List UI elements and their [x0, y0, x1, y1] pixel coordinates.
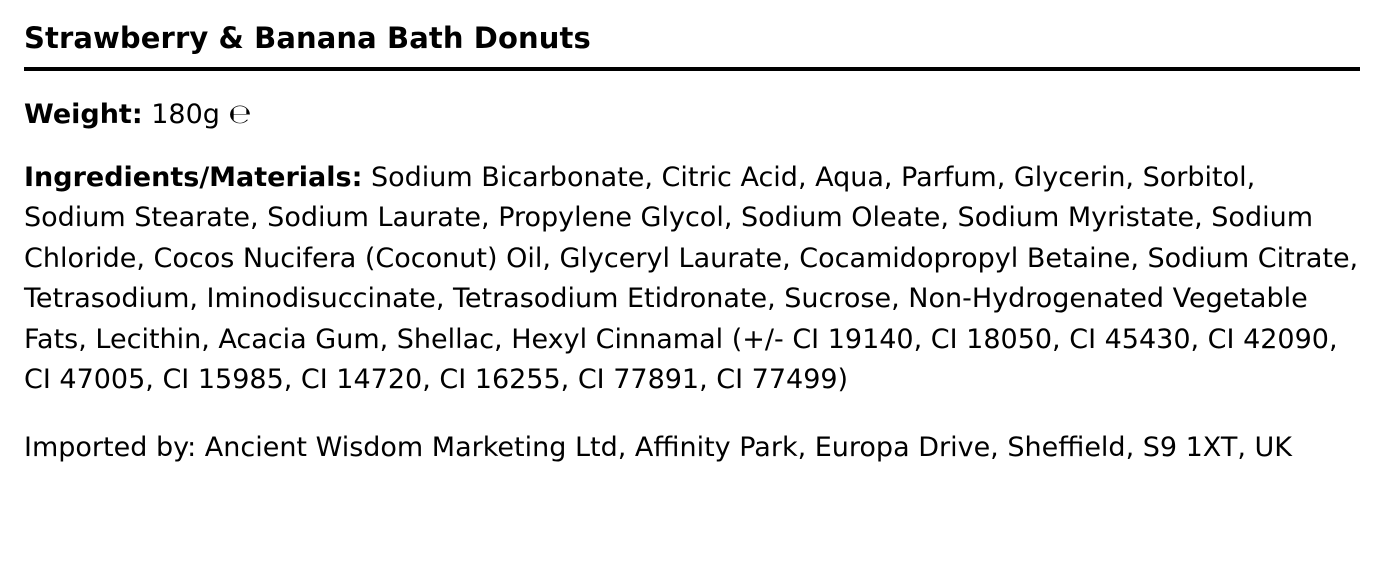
- ingredients-value: Sodium Bicarbonate, Citric Acid, Aqua, Parfum, Glycerin, Sorbitol, Sodium Stearate, Sodium Laurate, Propylene Glycol, Sodium Oleate, Sodium Myristate, Sodium Chloride, Cocos Nucifera (Coconut) Oil, Glyceryl Laurate, Cocamidopropyl Betaine, Sodium Citrate, Tetrasodium, Iminodisuccinate, Tetrasodium Etidronate, Sucrose, Non-Hydrogenated Vegetable Fats, Lecithin, Acacia Gum, Shellac, Hexyl Cinnamal (+/- CI 19140, CI 18050, CI 45430, CI 42090, CI 47005, CI 15985, CI 14720, CI 16255, CI 77891, CI 77499): [24, 161, 1359, 396]
- weight-value: 180g: [151, 99, 220, 131]
- title-divider: [24, 67, 1360, 71]
- ingredients-block: [24, 158, 1360, 401]
- weight-label: Weight:: [24, 99, 143, 131]
- importer-text: Imported by: Ancient Wisdom Marketing Ltd, Affinity Park, Europa Drive, Sheffield, S9 1XT, UK: [24, 431, 1292, 463]
- page-title: Strawberry & Banana Bath Donuts: [24, 21, 591, 55]
- weight-block: [24, 95, 1360, 136]
- ingredients-label: Ingredients/Materials:: [24, 161, 363, 193]
- estimated-sign-icon: ℮: [228, 99, 252, 131]
